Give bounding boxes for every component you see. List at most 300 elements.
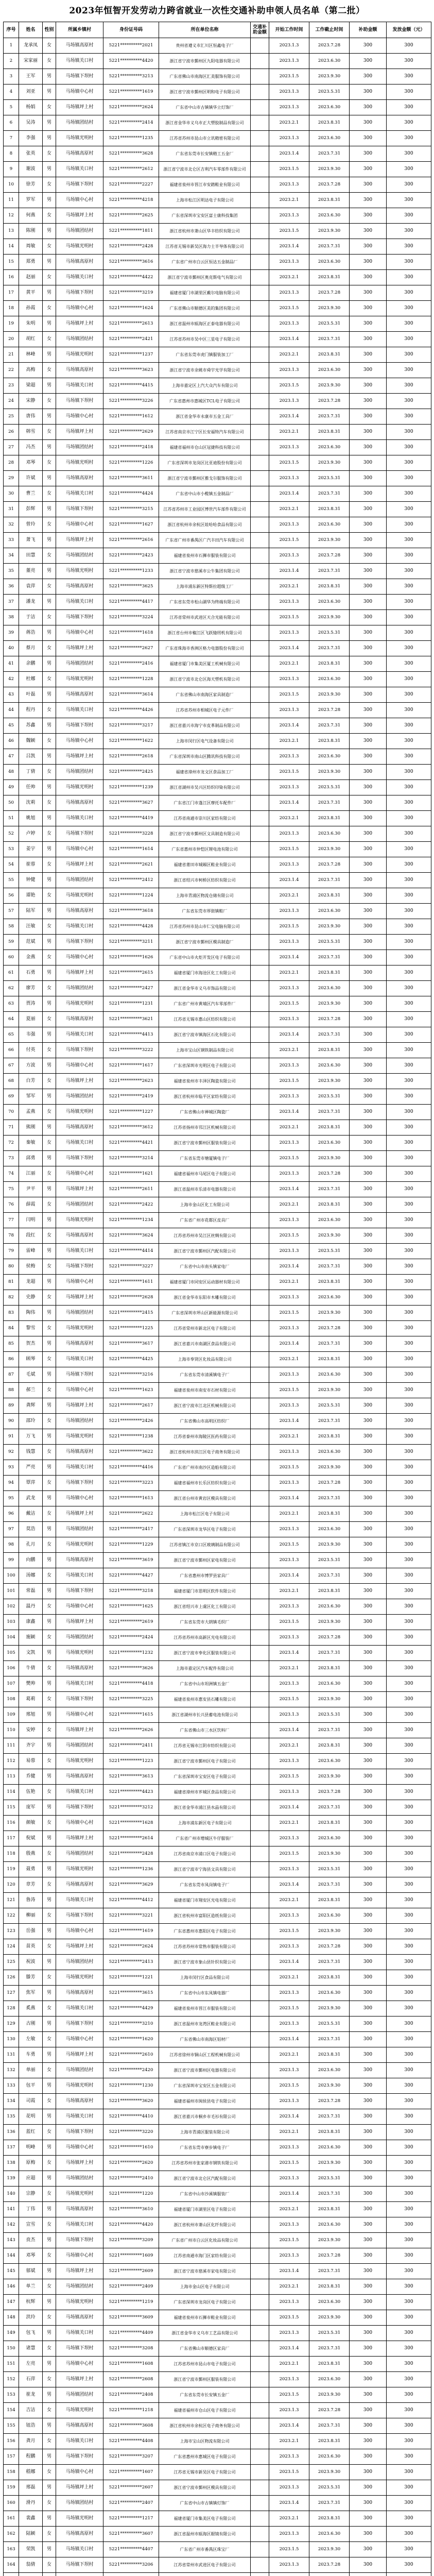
row-town: 马场镇团结村 (56, 2171, 103, 2187)
row-end-date: 2023.6.30 (309, 1676, 350, 1692)
row-transport-amount (251, 239, 269, 255)
row-transport-amount (251, 2295, 269, 2310)
row-town: 马场镇坪上村 (56, 316, 103, 332)
row-gender: 男 (43, 2109, 56, 2125)
row-subsidy: 300 (350, 2465, 387, 2480)
row-id-number: 5221**********1234 (103, 1213, 159, 1228)
row-town: 马场镇中心村 (56, 1599, 103, 1615)
row-name: 刘亚 (19, 84, 43, 100)
row-seq: 149 (4, 2326, 19, 2341)
table-row (4, 2527, 431, 2542)
row-gender: 女 (43, 1352, 56, 1367)
row-seq: 119 (4, 1862, 19, 1877)
row-seq: 14 (4, 239, 19, 255)
row-end-date: 2023.9.30 (309, 765, 350, 780)
row-gender: 男 (43, 625, 56, 641)
row-payout: 300 (387, 1676, 431, 1692)
row-town (56, 2573, 103, 2576)
row-transport-amount (251, 1553, 269, 1568)
row-gender: 男 (43, 996, 56, 1012)
row-town: 马场镇下坝村 (56, 1151, 103, 1166)
row-gender: 男 (43, 1924, 56, 1939)
row-end-date: 2023.7.31 (309, 564, 350, 579)
row-subsidy: 300 (350, 1986, 387, 2001)
row-name: 丁倩 (19, 765, 43, 780)
row-town: 马场镇团结村 (56, 224, 103, 239)
row-id-number: 5221**********4429 (103, 2001, 159, 2016)
row-start-date: 2023.2.1 (269, 1043, 309, 1058)
row-town: 马场镇光明村 (56, 1321, 103, 1336)
table-row (4, 1120, 431, 1136)
row-seq: 81 (4, 1275, 19, 1290)
row-gender: 女 (43, 1877, 56, 1893)
row-town: 马场镇高原村 (56, 579, 103, 595)
row-transport-amount (251, 285, 269, 301)
row-town: 马场镇高原村 (56, 2202, 103, 2217)
row-name: 胡红 (19, 332, 43, 347)
row-seq: 117 (4, 1831, 19, 1846)
row-workplace: 广东省惠州市惠阳区电子有限公司 (159, 1924, 251, 1939)
row-seq: 7 (4, 131, 19, 146)
row-end-date: 2023.8.31 (309, 734, 350, 749)
row-workplace: 江苏省苏州市高新区光电有限公司 (159, 1630, 251, 1646)
row-town: 马场镇下坝村 (56, 718, 103, 734)
row-payout: 300 (387, 2187, 431, 2202)
row-seq: 100 (4, 1568, 19, 1584)
row-town: 马场镇光明村 (56, 2078, 103, 2094)
row-name: 奚燕 (19, 2001, 43, 2016)
row-workplace: 浙江省温州市瓯海区正泰电器有限公司 (159, 316, 251, 332)
row-gender: 男 (43, 2449, 56, 2465)
row-town: 马场镇中心村 (56, 1383, 103, 1398)
row-payout: 300 (387, 1213, 431, 1228)
row-seq: 17 (4, 285, 19, 301)
row-gender: 女 (43, 2341, 56, 2357)
row-workplace: 上海市青浦区物流仓储有限公司 (159, 888, 251, 904)
row-seq: 21 (4, 347, 19, 363)
row-transport-amount (251, 1429, 269, 1445)
row-town: 马场镇中心村 (56, 2465, 103, 2480)
row-town: 马场镇坪上村 (56, 749, 103, 765)
row-end-date: 2023.9.30 (309, 2156, 350, 2171)
row-payout: 300 (387, 2156, 431, 2171)
row-seq: 148 (4, 2310, 19, 2326)
row-gender: 男 (43, 1646, 56, 1661)
row-subsidy: 300 (350, 1445, 387, 1460)
row-gender: 女 (43, 2403, 56, 2418)
row-name: 祝波 (19, 1955, 43, 1970)
row-name: 许斌 (19, 471, 43, 486)
row-seq: 108 (4, 1692, 19, 1707)
row-town: 马场镇关口村 (56, 919, 103, 935)
row-start-date: 2023.1.3 (269, 1785, 309, 1800)
table-row (4, 1816, 431, 1831)
row-workplace: 江苏省无锡市惠山区纺织有限公司 (159, 1012, 251, 1027)
row-seq: 113 (4, 1769, 19, 1785)
row-gender: 男 (43, 378, 56, 394)
row-name: 苏鑫 (19, 718, 43, 734)
row-transport-amount (251, 2094, 269, 2109)
row-gender: 男 (43, 2047, 56, 2063)
row-payout: 300 (387, 2357, 431, 2372)
row-end-date: 2023.7.31 (309, 1182, 350, 1197)
row-gender: 男 (43, 1676, 56, 1692)
row-start-date: 2023.1.3 (269, 1831, 309, 1846)
row-name: 花明 (19, 2109, 43, 2125)
table-row (4, 687, 431, 703)
row-gender: 男 (43, 84, 56, 100)
row-start-date: 2023.1.4 (269, 795, 309, 811)
row-seq: 57 (4, 904, 19, 919)
row-town: 马场镇高原村 (56, 1661, 103, 1676)
row-workplace: 广东省惠州市博罗县家具厂 (159, 1568, 251, 1584)
row-gender (43, 2573, 56, 2576)
row-subsidy: 300 (350, 2171, 387, 2187)
table-row (4, 873, 431, 888)
row-subsidy: 300 (350, 1615, 387, 1630)
row-name: 蓝红 (19, 2125, 43, 2140)
row-start-date: 2023.1.3 (269, 2449, 309, 2465)
row-town: 马场镇高原村 (56, 2094, 103, 2109)
table-row (4, 177, 431, 193)
row-workplace: 上海市金山区化工有限公司 (159, 1197, 251, 1213)
row-gender: 女 (43, 610, 56, 625)
row-town: 马场镇团结村 (56, 2279, 103, 2295)
row-id-number: 5221**********3628 (103, 146, 159, 162)
row-town: 马场镇高原村 (56, 2527, 103, 2542)
row-start-date: 2023.1.3 (269, 749, 309, 765)
row-transport-amount (251, 1043, 269, 1058)
row-transport-amount (251, 2341, 269, 2357)
row-workplace: 江苏省南京市浦口区电子有限公司 (159, 1846, 251, 1862)
row-transport-amount (251, 703, 269, 718)
row-seq: 124 (4, 1939, 19, 1955)
column-header: 性别 (43, 22, 56, 38)
row-payout: 300 (387, 1584, 431, 1599)
row-workplace: 浙江省宁波市鄞州区模具有限公司 (159, 2480, 251, 2496)
row-end-date: 2023.8.31 (309, 1352, 350, 1367)
row-subsidy: 300 (350, 270, 387, 285)
row-start-date: 2023.1.3 (269, 625, 309, 641)
row-payout: 300 (387, 919, 431, 935)
row-payout: 300 (387, 1197, 431, 1213)
row-transport-amount (251, 1306, 269, 1321)
row-town: 马场镇高原村 (56, 1769, 103, 1785)
row-seq: 132 (4, 2063, 19, 2078)
row-workplace: 广东省广州市番禺区珠宝厂 (159, 2542, 251, 2557)
row-end-date: 2023.7.31 (309, 239, 350, 255)
row-start-date: 2023.1.3 (269, 1522, 309, 1537)
row-transport-amount (251, 904, 269, 919)
table-row (4, 1352, 431, 1367)
row-town: 马场镇下坝村 (56, 2341, 103, 2357)
row-name: 伍艳 (19, 1785, 43, 1800)
row-seq: 160 (4, 2496, 19, 2511)
row-id-number: 5221**********2624 (103, 1939, 159, 1955)
row-gender: 女 (43, 2372, 56, 2387)
row-town: 马场镇光明村 (56, 2295, 103, 2310)
row-payout: 300 (387, 1522, 431, 1537)
row-workplace: 广东省佛山市三水区饮料厂 (159, 1723, 251, 1738)
row-end-date: 2023.8.31 (309, 1197, 350, 1213)
row-name: 钮浩 (19, 2418, 43, 2434)
row-workplace: 上海市青浦区服装有限公司 (159, 2125, 251, 2140)
column-header: 序号 (4, 22, 19, 38)
row-transport-amount (251, 857, 269, 873)
table-row (4, 1460, 431, 1476)
row-town: 马场镇光明村 (56, 672, 103, 687)
row-start-date: 2023.1.3 (269, 177, 309, 193)
row-payout: 300 (387, 1027, 431, 1043)
row-seq: 9 (4, 162, 19, 177)
row-end-date: 2023.7.31 (309, 1877, 350, 1893)
row-id-number: 5221**********1236 (103, 1862, 159, 1877)
row-id-number: 5221**********2227 (103, 177, 159, 193)
row-id-number: 5221**********3216 (103, 1367, 159, 1383)
row-subsidy: 300 (350, 517, 387, 533)
row-id-number: 5221**********1615 (103, 1707, 159, 1723)
row-name: 谢波 (19, 162, 43, 177)
row-payout: 300 (387, 965, 431, 981)
row-transport-amount (251, 363, 269, 378)
row-workplace: 浙江省宁波市北仑区汽配有限公司 (159, 2171, 251, 2187)
row-subsidy: 300 (350, 1012, 387, 1027)
row-name: 谭艳 (19, 888, 43, 904)
row-name: 沈莉 (19, 795, 43, 811)
row-transport-amount (251, 1105, 269, 1120)
row-name: 章芳 (19, 1877, 43, 1893)
row-transport-amount (251, 224, 269, 239)
row-town: 马场镇中心村 (56, 625, 103, 641)
row-transport-amount (251, 2496, 269, 2511)
row-subsidy: 300 (350, 1970, 387, 1986)
row-gender: 男 (43, 2418, 56, 2434)
row-transport-amount (251, 517, 269, 533)
row-end-date: 2023.9.30 (309, 842, 350, 857)
row-end-date: 2023.9.30 (309, 455, 350, 471)
row-transport-amount (251, 316, 269, 332)
row-payout: 300 (387, 2202, 431, 2217)
row-subsidy: 300 (350, 1197, 387, 1213)
row-payout: 300 (387, 2341, 431, 2357)
column-header: 所在单位名称 (159, 22, 251, 38)
row-name: 万飞 (19, 1429, 43, 1445)
row-payout: 300 (387, 332, 431, 347)
row-subsidy: 300 (350, 2109, 387, 2125)
row-transport-amount (251, 1136, 269, 1151)
row-name: 郁斌 (19, 2264, 43, 2279)
row-name: 樊帅 (19, 1676, 43, 1692)
table-row (4, 1568, 431, 1584)
row-workplace: 浙江省宁波市鄞州区服装有限公司 (159, 1136, 251, 1151)
row-payout: 300 (387, 2326, 431, 2341)
row-id-number: 5221**********3609 (103, 2310, 159, 2326)
row-payout: 300 (387, 84, 431, 100)
row-end-date: 2023.9.30 (309, 69, 350, 84)
row-start-date: 2023.1.3 (269, 1476, 309, 1491)
row-gender: 男 (43, 873, 56, 888)
row-subsidy: 300 (350, 2341, 387, 2357)
row-subsidy: 300 (350, 224, 387, 239)
row-name: 包平 (19, 2078, 43, 2094)
row-seq: 61 (4, 965, 19, 981)
row-gender: 女 (43, 1537, 56, 1553)
row-name: 聂勇 (19, 1862, 43, 1877)
row-town: 马场镇光明村 (56, 2403, 103, 2418)
row-name: 董亮 (19, 564, 43, 579)
row-transport-amount (251, 38, 269, 54)
row-end-date: 2023.5.31 (309, 1244, 350, 1259)
row-payout: 300 (387, 1630, 431, 1646)
table-row (4, 888, 431, 904)
row-start-date: 2023.2.1 (269, 193, 309, 208)
row-id-number: 5221**********2622 (103, 1506, 159, 1522)
row-town: 马场镇下坝村 (56, 826, 103, 842)
row-name: 程丹 (19, 703, 43, 718)
table-row (4, 394, 431, 409)
row-transport-amount (251, 1336, 269, 1352)
roster-table (3, 22, 431, 2576)
row-end-date: 2023.6.30 (309, 517, 350, 533)
table-row (4, 904, 431, 919)
row-end-date: 2023.8.31 (309, 1043, 350, 1058)
row-town: 马场镇光明村 (56, 1429, 103, 1445)
row-end-date: 2023.8.31 (309, 425, 350, 440)
row-workplace: 福建省福州市马尾区电子有限公司 (159, 1166, 251, 1182)
row-name: 邹军 (19, 1089, 43, 1105)
row-name: 武龙 (19, 1491, 43, 1506)
row-start-date: 2023.1.3 (269, 1445, 309, 1460)
row-start-date: 2023.1.3 (269, 517, 309, 533)
table-row (4, 1584, 431, 1599)
row-start-date: 2023.1.3 (269, 2557, 309, 2573)
row-name: 黄平 (19, 285, 43, 301)
row-id-number: 5221**********2607 (103, 2480, 159, 2496)
row-subsidy (350, 2573, 387, 2576)
row-end-date: 2023.6.30 (309, 363, 350, 378)
row-town: 马场镇中心村 (56, 1166, 103, 1182)
table-row (4, 2109, 431, 2125)
row-name: 庞军 (19, 1800, 43, 1816)
row-payout: 300 (387, 409, 431, 425)
row-id-number: 5221**********4420 (103, 54, 159, 69)
row-workplace: 浙江省金华市东阳市木雕有限公司 (159, 1290, 251, 1306)
row-name: 戴洁 (19, 1506, 43, 1522)
row-transport-amount (251, 1259, 269, 1275)
row-start-date: 2023.1.5 (269, 765, 309, 780)
row-id-number: 5221**********1233 (103, 564, 159, 579)
row-town: 马场镇高原村 (56, 687, 103, 703)
row-end-date: 2023.6.30 (309, 2295, 350, 2310)
row-town: 马场镇关口村 (56, 2326, 103, 2341)
row-gender: 女 (43, 2434, 56, 2449)
row-name: 丁伟 (19, 2202, 43, 2217)
row-end-date: 2023.9.30 (309, 301, 350, 316)
table-row (4, 965, 431, 981)
row-id-number: 5221**********3227 (103, 1259, 159, 1275)
row-workplace: 广东省珠海市香洲区格力电器股份有限公司 (159, 641, 251, 656)
row-name: 萧飞 (19, 533, 43, 548)
table-row (4, 2511, 431, 2527)
row-start-date: 2023.1.3 (269, 84, 309, 100)
row-payout: 300 (387, 1476, 431, 1491)
row-transport-amount (251, 1738, 269, 1754)
table-row (4, 795, 431, 811)
row-gender: 男 (43, 285, 56, 301)
row-end-date: 2023.7.31 (309, 1336, 350, 1352)
row-town: 马场镇关口村 (56, 1352, 103, 1367)
row-transport-amount (251, 2403, 269, 2418)
row-end-date: 2023.8.31 (309, 2047, 350, 2063)
row-town: 马场镇下坝村 (56, 2233, 103, 2248)
row-subsidy: 300 (350, 2310, 387, 2326)
row-seq: 1 (4, 38, 19, 54)
row-subsidy: 300 (350, 1924, 387, 1939)
row-name: 余鹏 (19, 656, 43, 672)
row-subsidy: 300 (350, 749, 387, 765)
row-workplace: 广东省广州市增城区牛仔服装厂 (159, 1831, 251, 1846)
row-id-number: 5221**********2408 (103, 2387, 159, 2403)
row-start-date: 2023.1.4 (269, 332, 309, 347)
row-seq: 155 (4, 2418, 19, 2434)
row-subsidy: 300 (350, 1491, 387, 1506)
row-end-date: 2023.7.28 (309, 548, 350, 564)
row-name: 杜娜 (19, 672, 43, 687)
row-id-number: 5221**********3623 (103, 363, 159, 378)
row-transport-amount (251, 1661, 269, 1676)
row-seq: 56 (4, 888, 19, 904)
row-payout: 300 (387, 146, 431, 162)
row-id-number: 5221**********4218 (103, 193, 159, 208)
row-gender: 女 (43, 1105, 56, 1120)
row-town: 马场镇中心村 (56, 301, 103, 316)
row-subsidy: 300 (350, 564, 387, 579)
row-end-date: 2023.7.31 (309, 1723, 350, 1738)
row-end-date: 2023.8.31 (309, 2202, 350, 2217)
row-name: 宋家丽 (19, 54, 43, 69)
row-id-number: 5221**********3217 (103, 718, 159, 734)
row-gender: 男 (43, 409, 56, 425)
row-id-number: 5221**********3207 (103, 2449, 159, 2465)
table-row (4, 2125, 431, 2140)
row-subsidy: 300 (350, 2217, 387, 2233)
row-subsidy: 300 (350, 486, 387, 502)
row-gender: 女 (43, 1506, 56, 1522)
row-name: 王军 (19, 69, 43, 84)
row-name: 宣雪 (19, 2217, 43, 2233)
row-payout: 300 (387, 687, 431, 703)
row-town: 马场镇光明村 (56, 1862, 103, 1877)
row-name: 汤娜 (19, 1568, 43, 1584)
row-subsidy: 300 (350, 1429, 387, 1445)
row-workplace: 浙江省宁波市鄞州区汽配有限公司 (159, 1244, 251, 1259)
row-transport-amount (251, 1445, 269, 1460)
row-subsidy: 300 (350, 1599, 387, 1615)
row-subsidy: 300 (350, 177, 387, 193)
table-row (4, 1259, 431, 1275)
row-end-date: 2023.7.28 (309, 177, 350, 193)
row-town: 马场镇关口村 (56, 54, 103, 69)
row-name: 朱明 (19, 316, 43, 332)
row-end-date: 2023.6.30 (309, 826, 350, 842)
row-seq: 146 (4, 2279, 19, 2295)
row-payout: 300 (387, 1290, 431, 1306)
row-gender: 女 (43, 1321, 56, 1336)
table-row (4, 548, 431, 564)
row-payout: 300 (387, 533, 431, 548)
row-end-date: 2023.9.30 (309, 2078, 350, 2094)
row-id-number: 5221**********2624 (103, 100, 159, 115)
